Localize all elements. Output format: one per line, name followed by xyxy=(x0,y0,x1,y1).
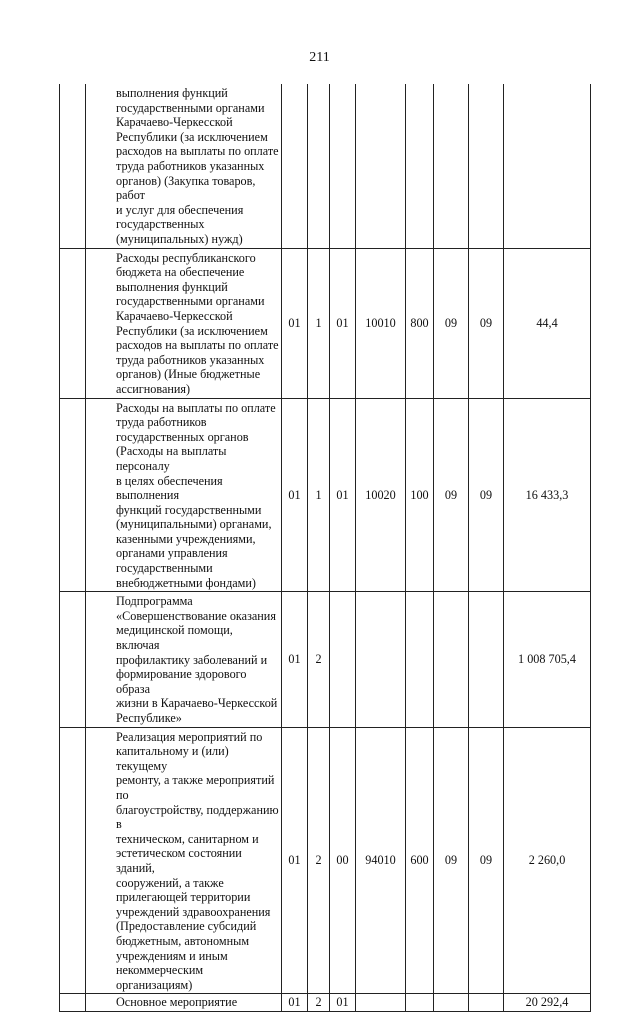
code-cell: 01 xyxy=(330,248,356,398)
code-cell: 01 xyxy=(330,398,356,592)
code-cell: 100 xyxy=(406,398,434,592)
row-blank-cell xyxy=(60,727,86,994)
table-row xyxy=(60,592,591,727)
table-row xyxy=(60,727,591,994)
code-cell: 2 xyxy=(308,994,330,1012)
code-cell xyxy=(434,994,469,1012)
code-cell xyxy=(434,84,469,248)
code-cell xyxy=(469,994,504,1012)
code-cell xyxy=(330,84,356,248)
row-name: выполнения функций государственными органами Карачаево-Черкесской Республики (за исключением расходов на выплаты по оплате труда работников указанных органов) (Закупка товаров, работ и услуг для обеспечения государственных (муниципальных) нужд) xyxy=(86,84,282,248)
code-cell: 10020 xyxy=(356,398,406,592)
code-cell: 09 xyxy=(434,398,469,592)
row-blank-cell xyxy=(60,248,86,398)
code-cell: 01 xyxy=(282,398,308,592)
code-cell xyxy=(308,84,330,248)
code-cell: 09 xyxy=(469,248,504,398)
code-cell: 01 xyxy=(282,248,308,398)
code-cell xyxy=(356,84,406,248)
code-cell: 09 xyxy=(434,248,469,398)
row-blank-cell xyxy=(60,398,86,592)
table-row xyxy=(60,248,591,398)
code-cell: 09 xyxy=(469,398,504,592)
code-cell: 10010 xyxy=(356,248,406,398)
row-blank-cell xyxy=(60,592,86,727)
table-row xyxy=(60,84,591,248)
code-cell: 1 xyxy=(308,248,330,398)
code-cell xyxy=(406,592,434,727)
table-row xyxy=(60,398,591,592)
code-cell xyxy=(356,592,406,727)
table-row xyxy=(60,994,591,1012)
amount-cell: 16 433,3 xyxy=(504,398,591,592)
code-cell: 800 xyxy=(406,248,434,398)
code-cell xyxy=(406,84,434,248)
code-cell: 01 xyxy=(282,994,308,1012)
amount-cell: 20 292,4 xyxy=(504,994,591,1012)
row-name: Реализация мероприятий по капитальному и (или) текущему ремонту, а также мероприятий по благоустройству, поддержанию в техническом, санитарном и эстетическом состоянии зданий, сооружений, а также прилегающей территории учреждений здравоохранения (Предоставление субсидий бюджетным, автономным учреждениям и иным некоммерческим организациям) xyxy=(86,727,282,994)
row-blank-cell xyxy=(60,994,86,1012)
code-cell xyxy=(356,994,406,1012)
code-cell: 01 xyxy=(282,727,308,994)
amount-cell: 1 008 705,4 xyxy=(504,592,591,727)
code-cell xyxy=(434,592,469,727)
row-blank-cell xyxy=(60,84,86,248)
code-cell: 00 xyxy=(330,727,356,994)
amount-cell: 44,4 xyxy=(504,248,591,398)
code-cell: 2 xyxy=(308,727,330,994)
code-cell: 94010 xyxy=(356,727,406,994)
budget-table xyxy=(59,84,591,1012)
code-cell: 2 xyxy=(308,592,330,727)
amount-cell: 2 260,0 xyxy=(504,727,591,994)
code-cell: 09 xyxy=(469,727,504,994)
code-cell xyxy=(469,592,504,727)
page-number: 211 xyxy=(309,50,330,65)
amount-cell xyxy=(504,84,591,248)
code-cell xyxy=(469,84,504,248)
code-cell: 01 xyxy=(330,994,356,1012)
code-cell xyxy=(282,84,308,248)
row-name: Расходы республиканского бюджета на обеспечение выполнения функций государственными органами Карачаево-Черкесской Республики (за исключением расходов на выплаты по оплате труда работников указанных органов) (Иные бюджетные ассигнования) xyxy=(86,248,282,398)
code-cell: 600 xyxy=(406,727,434,994)
code-cell: 09 xyxy=(434,727,469,994)
code-cell: 01 xyxy=(282,592,308,727)
code-cell: 1 xyxy=(308,398,330,592)
code-cell xyxy=(406,994,434,1012)
row-name: Расходы на выплаты по оплате труда работников государственных органов (Расходы на выплаты персоналу в целях обеспечения выполнения функций государственными (муниципальными) органами, казенными учреждениями, органами управления государственными внебюджетными фондами) xyxy=(86,398,282,592)
row-name: Подпрограмма «Совершенствование оказания медицинской помощи, включая профилактику заболеваний и формирование здорового образа жизни в Карачаево-Черкесской Республике» xyxy=(86,592,282,727)
row-name: Основное мероприятие xyxy=(86,994,282,1012)
code-cell xyxy=(330,592,356,727)
